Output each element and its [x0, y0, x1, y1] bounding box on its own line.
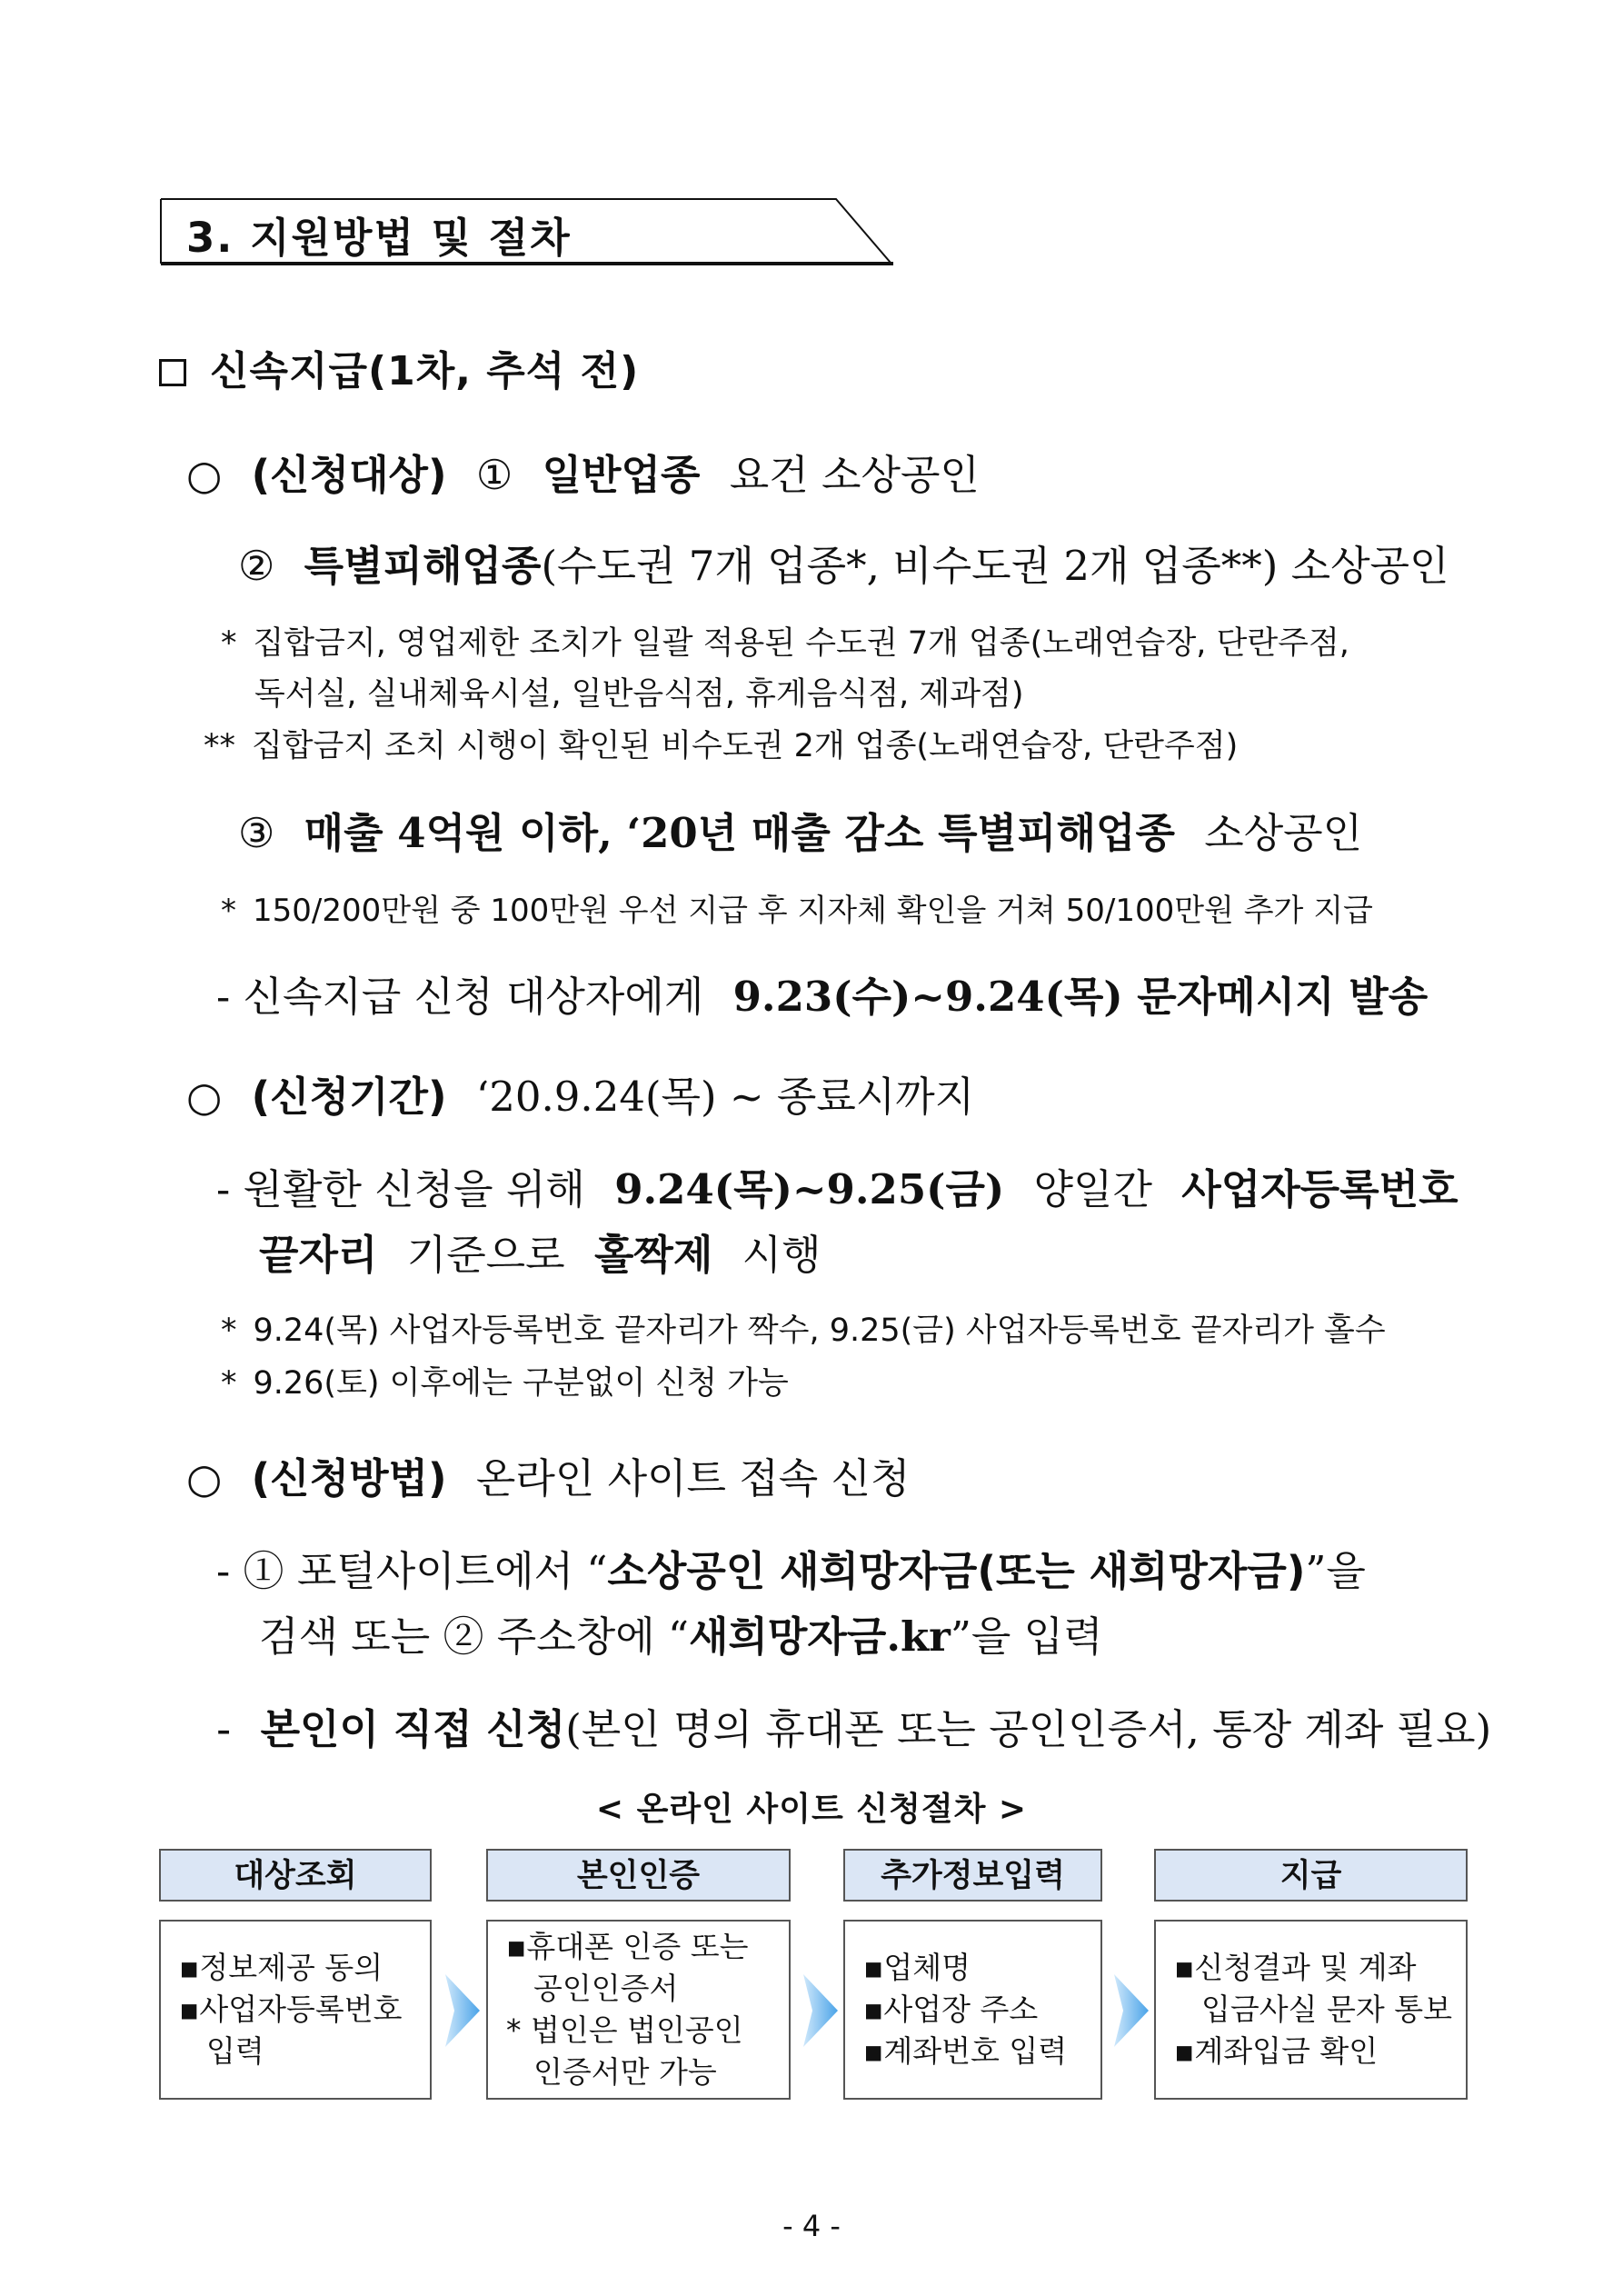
method-dash-line [216, 1538, 1366, 1597]
method-dash2-a: - [216, 1705, 232, 1753]
arrow-right-icon [803, 1974, 838, 2047]
method-dash-line2 [259, 1603, 1103, 1662]
note1-mark: * [221, 625, 237, 662]
period-text: ‘20.9.24(목) ~ 종료시까지 [475, 1073, 975, 1121]
flow-step3-line: ▪업체명 [863, 1950, 971, 1985]
period-note2-text: 9.26(토) 이후에는 구분없이 신청 가능 [253, 1365, 789, 1402]
item1-number: ① [475, 451, 513, 499]
target-dash-text: - 신속지급 신청 대상자에게 [216, 973, 704, 1021]
flow-step1-line: ▪정보제공 동의 [179, 1950, 383, 1985]
section-header [159, 197, 895, 266]
flow-step2-line: * 법인은 법인공인 [506, 2012, 743, 2048]
bullet-icon: ○ [186, 1454, 223, 1502]
method-label: (신청방법) [251, 1454, 447, 1502]
target-line [186, 442, 980, 501]
method-line [186, 1445, 911, 1504]
period-note1-mark: * [221, 1313, 237, 1349]
period-line2-d: 시행 [742, 1231, 821, 1279]
note2-mark: ** [204, 728, 235, 764]
flow-step2-box [486, 1920, 791, 2100]
period-note1-text: 9.24(목) 사업자등록번호 끝자리가 짝수, 9.25(금) 사업자등록번호 끝자리가 홀수 [253, 1313, 1386, 1349]
period-note2-mark: * [221, 1365, 237, 1402]
page-number: - 4 - [782, 2209, 841, 2243]
period-dash-line [216, 1156, 1459, 1215]
section-title: 3. 지원방법 및 절차 [186, 214, 572, 262]
target-dash-bold: 9.23(수)~9.24(목) 문자메시지 발송 [732, 973, 1429, 1021]
method-dash2-c: (본인 명의 휴대폰 또는 공인인증서, 통장 계좌 필요) [565, 1705, 1492, 1753]
flow-step1-line: 입력 [206, 2033, 264, 2069]
item2-bold: 특별피해업종 [304, 542, 542, 590]
bullet-icon: ○ [186, 451, 223, 499]
item2-number: ② [238, 542, 275, 590]
period-dash-line2 [259, 1222, 821, 1281]
method-line2-a: 검색 또는 ② 주소창에 “ [259, 1612, 689, 1661]
note2-line [204, 721, 1238, 766]
item3-bold: 매출 4억원 이하, ‘20년 매출 감소 특별피해업종 [304, 809, 1175, 857]
subheading-text: 신속지급(1차, 추석 전) [210, 348, 640, 394]
flow-step1-title: 대상조회 [159, 1849, 432, 1902]
flow-step4-line: ▪계좌입금 확인 [1174, 2033, 1379, 2069]
flow-step3-line: ▪계좌번호 입력 [863, 2033, 1068, 2069]
item3-line [238, 800, 1362, 859]
flow-step2-line: 공인인증서 [533, 1971, 679, 2006]
flow-step4-line: ▪신청결과 및 계좌 [1174, 1950, 1417, 1985]
target-dash-line [216, 963, 1428, 1023]
period-dash-c: 양일간 [1033, 1165, 1152, 1213]
flow-step1-box [159, 1920, 432, 2100]
item1-rest: 요건 소상공인 [729, 451, 980, 499]
note2-text: 집합금지 조치 시행이 확인된 비수도권 2개 업종(노래연습장, 단란주점) [252, 728, 1239, 764]
target-label: (신청대상) [251, 451, 447, 499]
item2-rest: (수도권 7개 업종*, 비수도권 2개 업종**) 소상공인 [541, 542, 1449, 590]
item3-number: ③ [238, 809, 275, 857]
flow-caption: < 온라인 사이트 신청절차 > [595, 1791, 1028, 1828]
period-line2-b: 기준으로 [406, 1231, 565, 1279]
note3-mark: * [221, 893, 236, 929]
period-line2-a: 끝자리 [259, 1231, 378, 1279]
period-note1-line [221, 1305, 1386, 1351]
period-label: (신청기간) [251, 1073, 447, 1121]
flow-step2-line: ▪휴대폰 인증 또는 [506, 1929, 749, 1964]
period-dash-a: - 원활한 신청을 위해 [216, 1165, 585, 1213]
flow-step2-title: 본인인증 [486, 1849, 791, 1902]
flow-step3-line: ▪사업장 주소 [863, 1992, 1039, 2027]
bullet-icon: ○ [186, 1073, 223, 1121]
checkbox-icon [159, 359, 186, 386]
subheading [159, 338, 639, 396]
item2-line [238, 533, 1449, 592]
period-note2-line [221, 1358, 789, 1403]
method-text: 온라인 사이트 접속 신청 [475, 1454, 911, 1502]
arrow-right-icon [445, 1974, 480, 2047]
method-dash2-line [216, 1696, 1491, 1755]
note1-line2: 독서실, 실내체육시설, 일반음식점, 휴게음식점, 제과점) [254, 676, 1024, 713]
period-dash-b: 9.24(목)~9.25(금) [614, 1165, 1005, 1213]
method-dash2-b: 본인이 직접 신청 [260, 1705, 566, 1753]
flow-step3-box [843, 1920, 1102, 2100]
item3-rest: 소상공인 [1204, 809, 1363, 857]
flow-step1-line: ▪사업자등록번호 [179, 1992, 403, 2027]
arrow-right-icon [1114, 1974, 1149, 2047]
method-line2-b: 새희망자금.kr [688, 1612, 951, 1661]
flow-step4-title: 지급 [1154, 1849, 1468, 1902]
note3-text: 150/200만원 중 100만원 우선 지급 후 지자체 확인을 거쳐 50/100만원 추가 지급 [253, 893, 1373, 929]
period-line [186, 1063, 974, 1123]
item1-bold: 일반업종 [542, 451, 701, 499]
flow-step4-line: 입금사실 문자 통보 [1201, 1992, 1453, 2027]
flow-step4-box [1154, 1920, 1468, 2100]
method-dash-c: ”을 [1305, 1547, 1366, 1595]
method-dash-a: - ① 포털사이트에서 “ [216, 1547, 608, 1595]
note1-line1 [221, 618, 1349, 664]
flow-step2-line: 인증서만 가능 [533, 2054, 717, 2090]
flow-step3-title: 추가정보입력 [843, 1849, 1102, 1902]
period-dash-d: 사업자등록번호 [1181, 1165, 1459, 1213]
method-line2-c: ”을 입력 [950, 1612, 1103, 1661]
method-dash-b: 소상공인 새희망자금(또는 새희망자금) [607, 1547, 1306, 1595]
note3-line [221, 885, 1373, 930]
note1-text1: 집합금지, 영업제한 조치가 일괄 적용된 수도권 7개 업종(노래연습장, 단란주점, [253, 625, 1349, 662]
period-line2-c: 홀짝제 [593, 1231, 713, 1279]
